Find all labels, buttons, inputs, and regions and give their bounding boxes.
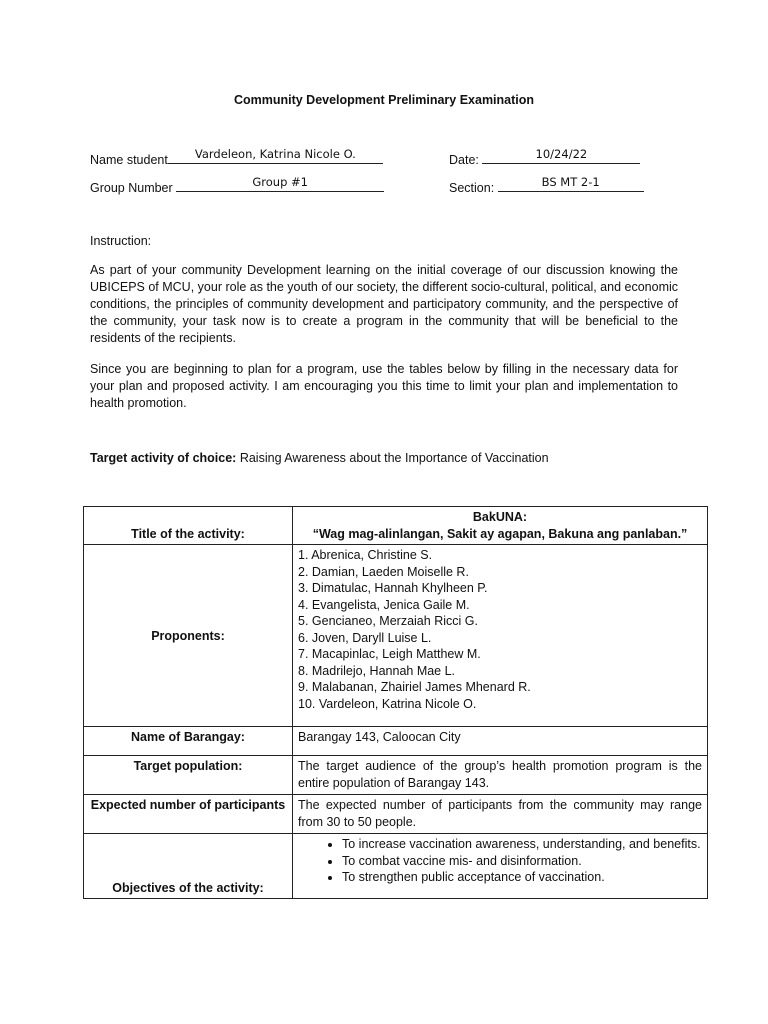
document-title: Community Development Preliminary Examination [233, 93, 535, 107]
table-row [84, 545, 708, 727]
instruction-paragraph-2: Since you are beginning to plan for a program, use the tables below by filling in the necessary data for your plan and proposed activity. I am encouraging you this time to limit your plan and implementation to health promotion. [90, 362, 678, 410]
group-value: Group #1 [252, 175, 308, 189]
date-value: 10/24/22 [535, 147, 588, 161]
title-line-2: “Wag mag-alinlangan, Sakit ay agapan, Bakuna ang panlaban.” [312, 526, 688, 541]
name-label: Name student [90, 153, 168, 167]
barangay-value: Barangay 143, Caloocan City [293, 727, 708, 756]
participants-label: Expected number of participants [84, 795, 293, 834]
list-item: 3. Dimatulac, Hannah Khylheen P. [298, 581, 488, 595]
population-value: The target audience of the group’s health promotion program is the entire population of Barangay 143. [293, 756, 708, 795]
proponents-cell [293, 545, 708, 727]
date-label: Date: [449, 153, 479, 167]
list-item: • To combat vaccine mis- and disinformation. [342, 853, 702, 870]
list-item: 8. Madrilejo, Hannah Mae L. [298, 663, 456, 678]
date-field [449, 149, 640, 167]
group-line [176, 177, 384, 192]
table-row [84, 507, 708, 545]
title-cell [293, 507, 708, 545]
population-label: Target population: [84, 756, 293, 795]
list-item: 5. Gencianeo, Merzaiah Ricci G. [298, 614, 478, 628]
table-row [84, 756, 708, 795]
section-line [498, 177, 644, 192]
proponents-list [298, 547, 702, 712]
name-value: Vardeleon, Katrina Nicole O. [194, 147, 356, 161]
table-row [84, 727, 708, 756]
section-value: BS MT 2-1 [541, 175, 600, 189]
list-item: • To strengthen public acceptance of vaccination. [342, 869, 702, 886]
title-label: Title of the activity: [84, 507, 293, 545]
list-item: 10. Vardeleon, Katrina Nicole O. [298, 696, 477, 711]
title-line-1: BakUNA: [472, 510, 528, 524]
target-activity [90, 451, 549, 465]
instruction-label: Instruction: [90, 234, 152, 248]
instruction-paragraph-1: As part of your community Development learning on the initial coverage of our discussion knowing the UBICEPS of MCU, your role as the youth of our society, the different socio-cultural, political, and economic conditions, the principles of community development and participatory community, and the perspective of the community, your task now is to create a program in the community that will be beneficial to the residents of the recipients. [90, 263, 679, 345]
name-field [90, 149, 383, 167]
list-item: 1. Abrenica, Christine S. [298, 548, 433, 562]
name-line [168, 149, 383, 164]
table-row [84, 795, 708, 834]
section-field [449, 177, 644, 195]
participants-value: The expected number of participants from the community may range from 30 to 50 people. [293, 795, 708, 834]
target-activity-value: Raising Awareness about the Importance of Vaccination [239, 451, 549, 465]
list-item: • To increase vaccination awareness, understanding, and benefits. [342, 836, 702, 853]
activity-table [83, 506, 708, 899]
list-item: 9. Malabanan, Zhairiel James Mhenard R. [298, 680, 531, 694]
target-activity-label: Target activity of choice: [90, 451, 237, 465]
date-line [482, 149, 640, 164]
group-label: Group Number [90, 181, 173, 195]
group-field [90, 177, 384, 195]
objectives-cell [293, 834, 708, 899]
list-item: 7. Macapinlac, Leigh Matthew M. [298, 647, 481, 661]
objectives-list [298, 836, 702, 886]
table-row [84, 834, 708, 899]
proponents-label: Proponents: [84, 545, 293, 727]
barangay-label: Name of Barangay: [84, 727, 293, 756]
list-item: 4. Evangelista, Jenica Gaile M. [298, 597, 470, 612]
section-label: Section: [449, 181, 495, 195]
list-item: 2. Damian, Laeden Moiselle R. [298, 564, 469, 579]
list-item: 6. Joven, Daryll Luise L. [298, 630, 432, 645]
objectives-label: Objectives of the activity: [84, 834, 293, 899]
